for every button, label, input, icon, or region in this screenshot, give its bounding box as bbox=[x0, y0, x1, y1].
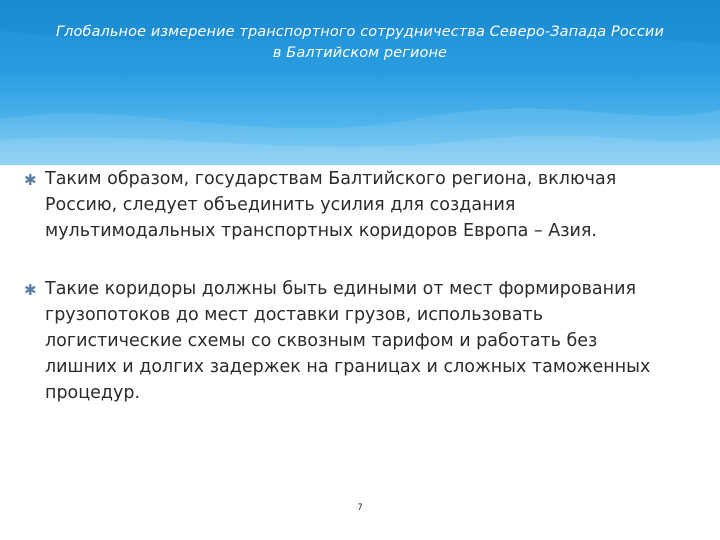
bullet-text bbox=[45, 276, 682, 406]
bullet-line: Таким образом, государствам Балтийского региона, включая bbox=[45, 169, 617, 189]
asterisk-icon: ✱ bbox=[24, 281, 37, 299]
bullet-item bbox=[22, 276, 682, 406]
bullet-line: мультимодальных транспортных коридоров Европа – Азия. bbox=[45, 221, 597, 241]
bullet-line: грузопотоков до мест доставки грузов, использовать bbox=[45, 305, 544, 325]
title-line: в Балтийском регионе bbox=[272, 45, 448, 61]
header-banner bbox=[0, 0, 720, 165]
bullet-line: Такие коридоры должны быть едиными от мест формирования bbox=[45, 279, 636, 299]
bullet-list bbox=[22, 166, 682, 406]
bullet-text bbox=[45, 166, 682, 244]
bullet-item bbox=[22, 166, 682, 244]
bullet-line: логистические схемы со сквозным тарифом и работать без bbox=[45, 331, 598, 351]
title-line: Глобальное измерение транспортного сотрудничества Северо-Запада России bbox=[56, 24, 664, 40]
slide-title bbox=[30, 22, 690, 64]
bullet-line: процедур. bbox=[45, 383, 141, 403]
page-number: 7 bbox=[357, 503, 363, 513]
bullet-line: Россию, следует объединить усилия для создания bbox=[45, 195, 516, 215]
asterisk-icon: ✱ bbox=[24, 171, 37, 189]
bullet-line: лишних и долгих задержек на границах и сложных таможенных bbox=[45, 357, 651, 377]
